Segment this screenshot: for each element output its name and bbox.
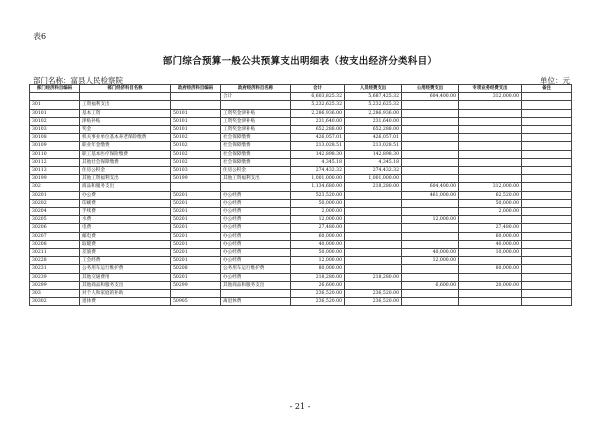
table-cell: 住房公积金 [221,167,291,175]
column-header: 政府经济科目名称 [221,85,291,93]
table-cell [522,101,572,109]
table-cell [459,117,522,125]
table-cell: 印刷费 [80,199,171,207]
table-row [30,224,572,232]
table-cell: 60,000.00 [291,232,345,240]
table-cell [402,199,459,207]
table-row [30,167,572,175]
table-cell: 50208 [171,265,221,273]
table-cell [522,134,572,142]
table-cell [459,298,522,306]
table-cell: 30101 [30,109,80,117]
table-cell: 30202 [30,199,80,207]
table-cell [522,183,572,191]
table-cell [171,101,221,109]
table-cell [459,257,522,265]
table-cell: 商品和服务支出 [80,183,171,191]
table-cell: 30299 [30,281,80,289]
table-cell [459,134,522,142]
table-cell: 50102 [171,134,221,142]
table-cell [402,265,459,273]
table-body [30,93,572,306]
table-cell [459,126,522,134]
table-cell: 办公经费 [221,224,291,232]
table-cell: 30302 [30,298,80,306]
table-cell: 50103 [171,167,221,175]
table-cell: 30108 [30,134,80,142]
table-cell [345,208,402,216]
table-cell [459,290,522,298]
table-cell: 电费 [80,224,171,232]
table-row [30,191,572,199]
table-row [30,240,572,248]
table-cell [459,101,522,109]
table-cell: 50905 [171,298,221,306]
table-cell: 基本工资 [80,109,171,117]
column-header: 专项业务经费支出 [459,85,522,93]
table-cell: 461,000.00 [402,191,459,199]
table-cell [459,142,522,150]
table-cell: 274,432.32 [345,167,402,175]
table-cell: 236,520.00 [345,290,402,298]
table-cell: 离退休费 [221,298,291,306]
table-cell [345,191,402,199]
table-cell: 302 [30,183,80,191]
table-cell: 27,480.00 [291,224,345,232]
column-header: 备注 [522,85,572,93]
table-cell: 职业年金缴费 [80,142,171,150]
table-cell: 218,280.00 [345,183,402,191]
table-cell: 4,345.18 [291,158,345,166]
table-row [30,134,572,142]
table-cell [402,208,459,216]
table-cell [345,257,402,265]
table-cell: 其他工资福利支出 [80,175,171,183]
table-cell: 办公费 [80,191,171,199]
table-cell: 5,687,425.32 [345,93,402,101]
table-cell: 差旅费 [80,249,171,257]
table-cell: 60,000.00 [459,232,522,240]
table-row [30,142,572,150]
table-cell: 办公经费 [221,257,291,265]
table-cell: 274,432.32 [291,167,345,175]
table-cell [459,150,522,158]
table-cell: 426,057.01 [291,134,345,142]
table-cell [345,265,402,273]
table-cell [522,240,572,248]
table-header-row [30,85,572,93]
table-cell: 218,280.00 [291,273,345,281]
table-cell: 50101 [171,117,221,125]
table-cell: 50101 [171,109,221,117]
table-cell [221,290,291,298]
table-row [30,109,572,117]
table-cell: 50201 [171,232,221,240]
table-cell [459,216,522,224]
table-cell: 236,520.00 [345,298,402,306]
table-cell: 邮电费 [80,232,171,240]
table-cell: 2,000.00 [459,208,522,216]
table-cell: 40,000.00 [459,240,522,248]
table-cell: 30112 [30,158,80,166]
table-cell [345,199,402,207]
table-cell: 40,000.00 [291,240,345,248]
table-cell [402,126,459,134]
table-cell [522,290,572,298]
table-cell: 12,000.00 [402,216,459,224]
table-number: 表6 [33,32,47,41]
table-cell: 退休费 [80,298,171,306]
table-cell [171,290,221,298]
table-cell [522,117,572,125]
table-cell: 50,000.00 [291,249,345,257]
table-cell: 80,000.00 [291,265,345,273]
table-row [30,290,572,298]
table-cell [522,257,572,265]
table-cell [345,224,402,232]
table-cell [221,183,291,191]
table-cell [402,101,459,109]
table-cell [345,216,402,224]
table-cell [522,216,572,224]
table-cell: 6,603,825.32 [291,93,345,101]
table-cell [522,158,572,166]
table-cell: 津贴补贴 [80,117,171,125]
table-cell [459,167,522,175]
table-cell: 其他工资福利支出 [221,175,291,183]
column-header: 政府经济科目编码 [171,85,221,93]
table-cell: 312,000.00 [459,183,522,191]
table-cell [459,158,522,166]
table-cell [522,224,572,232]
table-cell: 5,232,625.32 [291,101,345,109]
table-row [30,199,572,207]
table-cell [402,150,459,158]
table-cell: 231,640.00 [291,117,345,125]
table-cell: 2,286,936.00 [345,109,402,117]
unit-label: 单位：元 [540,76,570,85]
table-cell: 30205 [30,216,80,224]
table-cell: 50102 [171,142,221,150]
table-cell: 机关事业单位基本养老保险缴费 [80,134,171,142]
table-cell: 213,028.51 [291,142,345,150]
table-cell: 50102 [171,158,221,166]
table-cell: 其他商品和服务支出 [80,281,171,289]
column-header: 部门经济科目编码 [30,85,80,93]
table-cell: 工会经费 [80,257,171,265]
table-cell: 303 [30,290,80,298]
table-cell: 社会保障缴费 [221,142,291,150]
table-cell: 50201 [171,224,221,232]
table-cell: 50201 [171,208,221,216]
table-cell: 办公经费 [221,216,291,224]
table-cell: 工资奖金津补贴 [221,109,291,117]
table-cell: 办公经费 [221,208,291,216]
table-cell: 社会保障缴费 [221,134,291,142]
table-cell: 30208 [30,240,80,248]
table-cell: 30113 [30,167,80,175]
table-cell: 30204 [30,208,80,216]
table-cell: 1,134,680.00 [291,183,345,191]
table-cell: 30206 [30,224,80,232]
table-cell: 213,028.51 [345,142,402,150]
table-cell [402,109,459,117]
table-cell: 50201 [171,273,221,281]
table-cell [80,93,171,101]
table-cell: 50201 [171,257,221,265]
table-cell: 20,000.00 [459,281,522,289]
table-row [30,232,572,240]
column-header: 部门经济科目名称 [80,85,171,93]
table-cell: 50299 [171,281,221,289]
table-cell: 50201 [171,249,221,257]
table-cell: 其他社会保障缴费 [80,158,171,166]
table-cell: 523,520.00 [291,191,345,199]
table-cell: 50,000.00 [291,199,345,207]
table-row [30,126,572,134]
table-cell [459,175,522,183]
table-cell: 奖金 [80,126,171,134]
table-row [30,183,572,191]
table-cell [522,93,572,101]
table-cell: 办公经费 [221,191,291,199]
table-cell: 工资奖金津补贴 [221,126,291,134]
table-row [30,208,572,216]
table-cell [402,117,459,125]
table-cell [171,183,221,191]
table-cell: 职工基本医疗保险缴费 [80,150,171,158]
table-cell: 30239 [30,273,80,281]
table-cell: 236,520.00 [291,298,345,306]
table-cell: 12,000.00 [291,257,345,265]
table-row [30,281,572,289]
table-cell [30,93,80,101]
column-header: 合计 [291,85,345,93]
document-title: 部门综合预算一般公共预算支出明细表（按支出经济分类科目） [162,56,438,67]
table-cell: 50201 [171,191,221,199]
expenditure-table [29,84,572,306]
table-cell [402,175,459,183]
table-cell [402,224,459,232]
table-row [30,93,572,101]
table-row [30,273,572,281]
table-cell [402,273,459,281]
table-cell [402,134,459,142]
table-cell: 604,400.00 [402,183,459,191]
table-row [30,216,572,224]
table-cell: 工资奖金津补贴 [221,117,291,125]
table-cell: 4,345.18 [345,158,402,166]
table-cell: 50201 [171,199,221,207]
table-cell: 2,286,936.00 [291,109,345,117]
table-cell: 301 [30,101,80,109]
table-cell [522,142,572,150]
table-cell: 50,000.00 [459,199,522,207]
table-cell: 办公经费 [221,249,291,257]
table-cell [522,167,572,175]
table-cell [402,240,459,248]
table-row [30,101,572,109]
table-cell: 社会保障缴费 [221,158,291,166]
table-cell: 30207 [30,232,80,240]
table-cell [522,232,572,240]
table-row [30,175,572,183]
table-cell [522,191,572,199]
table-cell: 40,000.00 [402,249,459,257]
table-cell [522,126,572,134]
table-cell: 办公经费 [221,232,291,240]
table-cell: 30109 [30,142,80,150]
table-cell: 62,520.00 [459,191,522,199]
table-cell: 652,288.00 [291,126,345,134]
table-cell [522,150,572,158]
table-cell: 27,480.00 [459,224,522,232]
table-cell: 26,600.00 [291,281,345,289]
table-cell [522,281,572,289]
table-cell: 办公经费 [221,273,291,281]
table-cell: 公务用车运行维护费 [221,265,291,273]
table-cell: 6,600.00 [402,281,459,289]
table-cell: 50101 [171,126,221,134]
table-cell: 426,057.01 [345,134,402,142]
column-header: 人员经费支出 [345,85,402,93]
table-cell: 12,000.00 [402,257,459,265]
table-cell [522,265,572,273]
page-number: - 21 - [289,402,311,411]
table-cell: 30228 [30,257,80,265]
table-cell [522,208,572,216]
table-cell: 652,288.00 [345,126,402,134]
table-cell: 30103 [30,126,80,134]
table-cell: 30231 [30,265,80,273]
table-cell: 12,000.00 [291,216,345,224]
table-cell: 218,280.00 [345,273,402,281]
table-cell: 取暖费 [80,240,171,248]
table-cell: 312,000.00 [459,93,522,101]
table-cell: 对个人和家庭的补助 [80,290,171,298]
table-cell: 30211 [30,249,80,257]
table-row [30,249,572,257]
column-header: 公用经费支出 [402,85,459,93]
table-cell: 30102 [30,117,80,125]
table-cell: 办公经费 [221,240,291,248]
table-cell: 236,520.00 [291,290,345,298]
table-cell [522,298,572,306]
table-cell [459,273,522,281]
table-cell: 80,000.00 [459,265,522,273]
table-cell [522,109,572,117]
table-cell [345,249,402,257]
table-row [30,150,572,158]
table-cell: 50201 [171,240,221,248]
table-cell: 水费 [80,216,171,224]
table-cell [522,273,572,281]
table-cell: 30199 [30,175,80,183]
table-cell [522,199,572,207]
table-row [30,117,572,125]
table-cell [522,175,572,183]
table-cell: 办公经费 [221,199,291,207]
table-cell: 合计 [221,93,291,101]
table-row [30,298,572,306]
table-cell: 住房公积金 [80,167,171,175]
table-cell [345,232,402,240]
table-cell [402,290,459,298]
table-cell [345,281,402,289]
table-cell [402,167,459,175]
table-row [30,257,572,265]
table-row [30,158,572,166]
table-cell: 142,898.30 [291,150,345,158]
table-cell: 50102 [171,150,221,158]
table-cell: 30110 [30,150,80,158]
table-cell: 其他交通费用 [80,273,171,281]
table-cell: 其他商品和服务支出 [221,281,291,289]
table-cell [402,142,459,150]
table-cell [402,158,459,166]
table-cell [522,249,572,257]
table-cell [345,240,402,248]
table-cell [171,93,221,101]
table-cell [402,298,459,306]
table-cell: 30201 [30,191,80,199]
table-cell [459,109,522,117]
table-cell: 1,001,000.00 [345,175,402,183]
table-cell [402,232,459,240]
table-cell: 604,400.00 [402,93,459,101]
table-cell: 工资福利支出 [80,101,171,109]
table-cell: 10,000.00 [459,249,522,257]
table-cell: 公务用车运行维护费 [80,265,171,273]
table-cell: 2,000.00 [291,208,345,216]
table-cell: 手续费 [80,208,171,216]
table-cell [221,101,291,109]
table-cell: 231,640.00 [345,117,402,125]
table-cell: 50199 [171,175,221,183]
table-cell: 1,001,000.00 [291,175,345,183]
department-label: 部门名称：富县人民检察院 [33,76,123,85]
table-row [30,265,572,273]
table-cell: 社会保障缴费 [221,150,291,158]
table-cell: 142,898.30 [345,150,402,158]
table-cell: 50201 [171,216,221,224]
table-cell: 5,232,625.32 [345,101,402,109]
